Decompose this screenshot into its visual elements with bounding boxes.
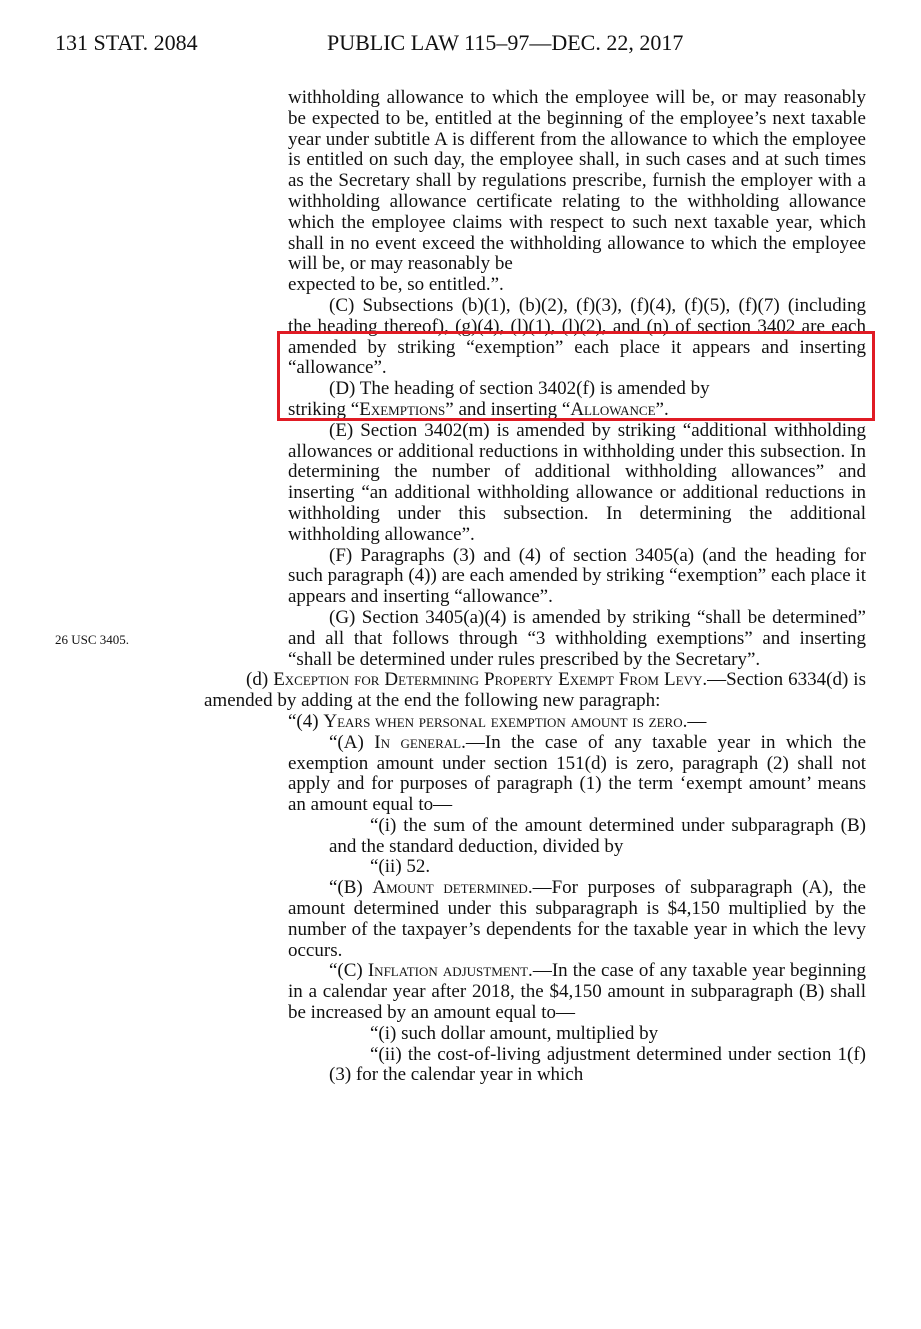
subparagraph-C-inflation [288, 961, 866, 1023]
paragraph-continuation: withholding allowance to which the employee will be, or may reasonably be expected to be, entitled at the beginning of the employee’s next taxable year under subtitle A is different from the allowance to which the employee is entitled on such day, the employee shall, in such cases and at such times as the Secretary shall by regulations prescribe, furnish the employer with a withholding allowance certificate relating to the withholding allowance which the employee claims with respect to such next taxable year, which shall in no event exceed the withholding allowance to which the employee will be, or may reasonably be [288, 87, 866, 275]
clause-C-ii: “(ii) the cost-of-living adjustment determined under section 1(f)(3) for the calendar year in which [329, 1043, 866, 1086]
paragraph-D [288, 400, 866, 421]
subparagraph-A-text: —In the case of any taxable year in which the exemption amount under section 151(d) is zero, paragraph (2) shall not apply and for purposes of paragraph (1) the term ‘exempt amount’ means an amount equal to— [288, 731, 867, 816]
subparagraph-A [288, 733, 866, 816]
d-text-2: ” and inserting “ [445, 398, 571, 420]
page-number: 131 STAT. 2084 [55, 30, 198, 55]
clause-A-i: “(i) the sum of the amount determined under subparagraph (B) and the standard deduction, divided by [329, 814, 866, 857]
paragraph-4-heading [204, 712, 866, 733]
d-smallcaps-1: Exemptions [359, 398, 446, 420]
subparagraph-B [288, 878, 866, 961]
paragraph-E: (E) Section 3402(m) is amended by striking “additional withholding allowances or additional reductions in withholding under this subsection. In determining the number of additional withholding allowances” and inserting “an additional withholding allowance or additional reductions in withholding under this subsection. In determining the additional withholding allowance”. [288, 419, 866, 545]
paragraph-F: (F) Paragraphs (3) and (4) of section 3405(a) (and the heading for such paragraph (4)) are each amended by striking “exemption” each place it appears and inserting “allowance”. [288, 544, 866, 608]
subparagraph-C-number: “(C) [329, 960, 368, 982]
law-title: PUBLIC LAW 115–97—DEC. 22, 2017 [327, 30, 684, 55]
paragraph-4-dash: — [687, 710, 707, 732]
paragraph-G: (G) Section 3405(a)(4) is amended by striking “shall be determined” and all that follows through “3 withholding exemptions” and inserting “shall be determined under rules prescribed by the Secretary”. [288, 606, 866, 670]
clause-C-i: “(i) such dollar amount, multiplied by [370, 1022, 659, 1044]
subparagraph-A-heading: In general. [374, 731, 466, 753]
subsection-d-number: (d) [246, 669, 274, 691]
subparagraph-B-heading: Amount determined. [372, 877, 533, 899]
d-text-1: striking “ [288, 398, 360, 420]
paragraph-continuation-clipped: expected to be, so entitled.”. [288, 275, 504, 296]
paragraph-4-title: Years when personal exemption amount is zero. [323, 710, 688, 732]
subsection-d-text: —Section 6334(d) is amended by adding at the end the following new paragraph: [204, 669, 866, 712]
subparagraph-C-text: —In the case of any taxable year beginning in a calendar year after 2018, the $4,150 amount in subparagraph (B) shall be increased by an amount equal to— [288, 960, 866, 1024]
d-smallcaps-2: Allowance [570, 398, 656, 420]
subparagraph-C-heading: Inflation adjustment. [367, 960, 533, 982]
document-body [0, 88, 921, 1086]
subparagraph-B-text: —For purposes of subparagraph (A), the amount determined under this subparagraph is $4,150 multiplied by the number of the taxpayer’s dependents for the taxable year in which the levy occurs. [288, 877, 866, 961]
subparagraph-A-number: “(A) [329, 731, 375, 753]
subsection-d [204, 670, 866, 712]
clause-A-ii: “(ii) 52. [370, 856, 431, 878]
margin-note-usc: 26 USC 3405. [55, 632, 130, 647]
paragraph-4-number: “(4) [288, 710, 324, 732]
subparagraph-B-number: “(B) [329, 877, 373, 899]
d-text-3: ”. [655, 398, 669, 420]
paragraph-C-highlighted: (C) Subsections (b)(1), (b)(2), (f)(3), (f)(4), (f)(5), (f)(7) (including the heading thereof), (g)(4), (l)(1), (l)(2), and (n) of section 3402 are each amended by striking “exemption” each place it appears and inserting “allowance”. [288, 294, 866, 379]
subsection-d-heading: Exception for Determining Property Exempt From Levy. [273, 669, 708, 691]
paragraph-D-clipped-line: (D) The heading of section 3402(f) is amended by [329, 379, 710, 400]
